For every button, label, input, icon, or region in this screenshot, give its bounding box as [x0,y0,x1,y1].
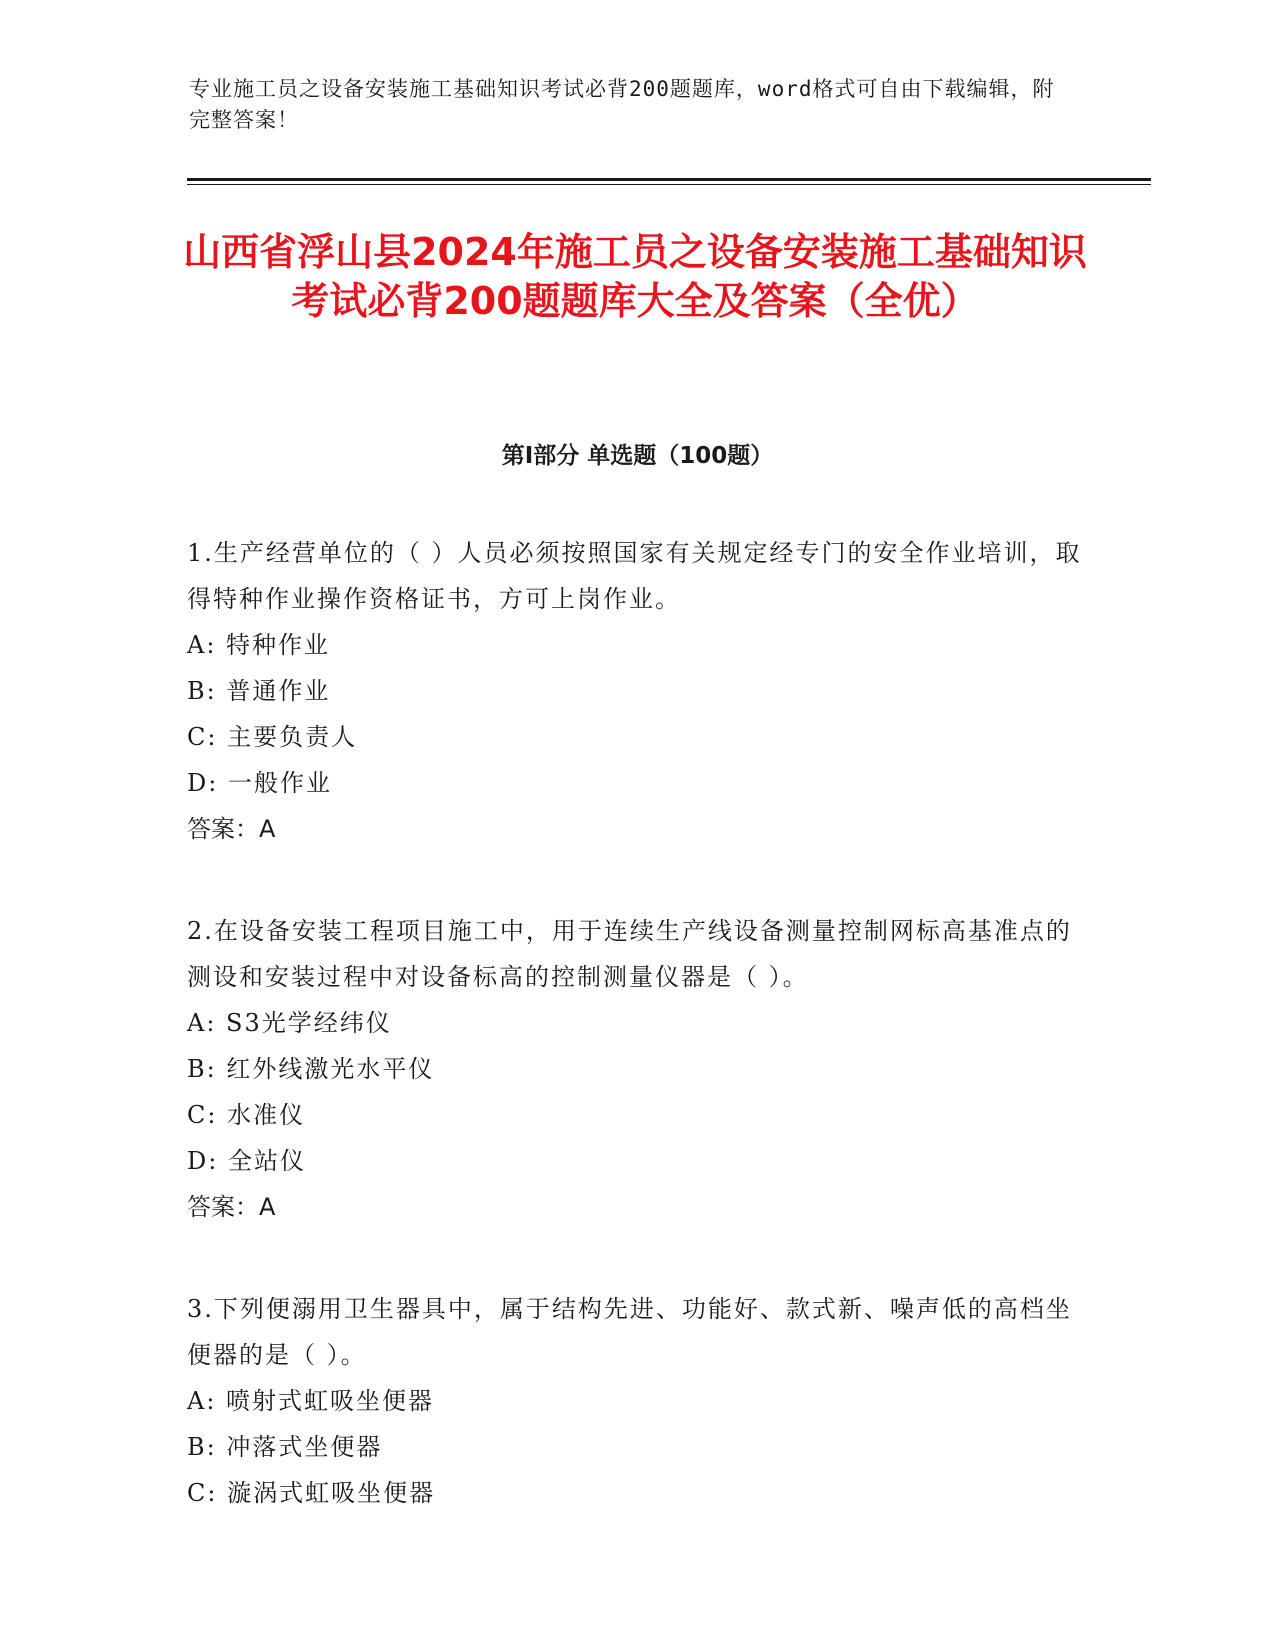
option-a: A: S3光学经纬仪 [187,1009,392,1037]
question-2 [187,908,1087,1230]
header-note: 专业施工员之设备安装施工基础知识考试必背200题题库，word格式可自由下载编辑，附完整答案！ [189,77,1055,132]
option-a: A: 喷射式虹吸坐便器 [187,1387,435,1415]
option-d: D: 一般作业 [187,769,332,797]
question-stem: 1.生产经营单位的（ ）人员必须按照国家有关规定经专门的安全作业培训，取得特种作业操作资格证书，方可上岗作业。 [187,539,1082,613]
option-c: C: 漩涡式虹吸坐便器 [187,1479,436,1507]
answer: 答案：A [187,1193,276,1221]
question-stem: 3.下列便溺用卫生器具中，属于结构先进、功能好、款式新、噪声低的高档坐便器的是（ ）。 [187,1295,1072,1369]
answer: 答案：A [187,815,276,843]
header-divider-thin [187,184,1151,185]
option-b: B: 冲落式坐便器 [187,1433,383,1461]
option-d: D: 全站仪 [187,1147,306,1175]
section-heading: 第Ⅰ部分 单选题（100题） [501,443,774,469]
question-1 [187,530,1087,852]
option-b: B: 普通作业 [187,677,331,705]
option-c: C: 水准仪 [187,1101,306,1129]
option-c: C: 主要负责人 [187,723,358,751]
option-a: A: 特种作业 [187,631,331,659]
document-title: 山西省浮山县2024年施工员之设备安装施工基础知识考试必背200题题库大全及答案（全优） [183,230,1087,323]
question-list [187,530,1087,1516]
option-b: B: 红外线激光水平仪 [187,1055,435,1083]
question-stem: 2.在设备安装工程项目施工中，用于连续生产线设备测量控制网标高基准点的测设和安装过程中对设备标高的控制测量仪器是（ ）。 [187,917,1072,991]
header-divider-thick [187,178,1151,181]
question-3 [187,1286,1087,1516]
